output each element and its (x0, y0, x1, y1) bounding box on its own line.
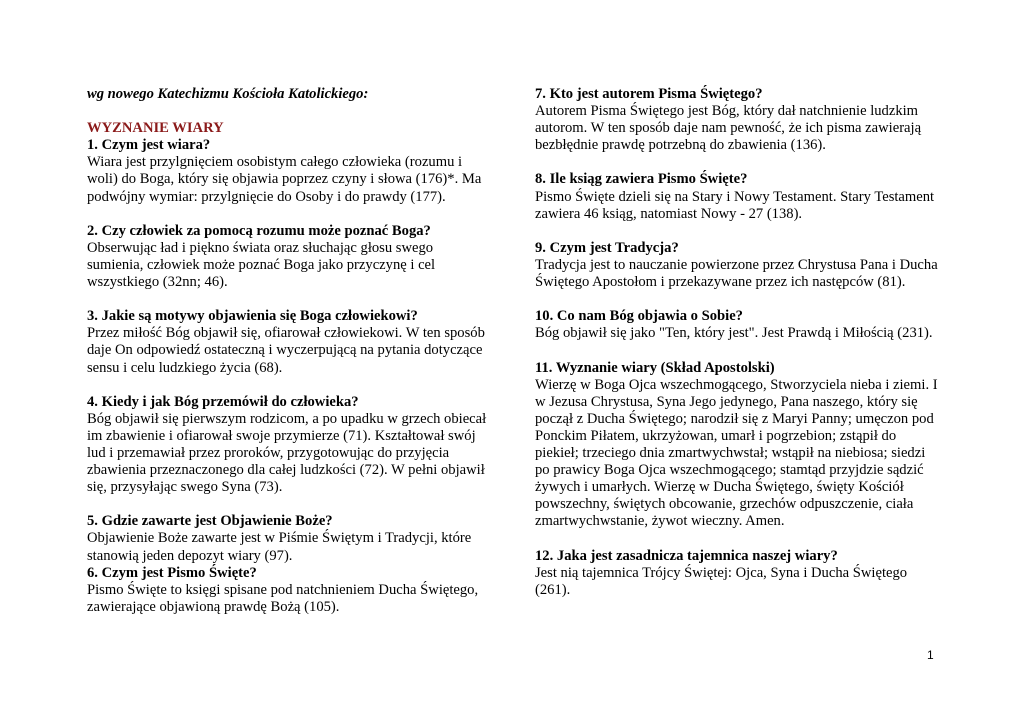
spacer (87, 496, 487, 513)
catechism-item (87, 308, 487, 376)
answer-line: zbawienia przeznaczonego dla całej ludzkości (72). W pełni objawił (87, 462, 485, 479)
spacer (535, 530, 945, 547)
answer-line: począł z Ducha Świętego; narodził się z Maryi Panny; umęczon pod (535, 410, 934, 427)
spacer (87, 377, 487, 394)
answer-line: Wierzę w Boga Ojca wszechmogącego, Stworzyciela nieba i ziemi. I (535, 376, 938, 393)
answer-line: Jest nią tajemnica Trójcy Świętej: Ojca, Syna i Ducha Świętego (535, 564, 908, 581)
answer-line: piekieł; trzeciego dnia zmartwychwstał; wstąpił na niebiosa; siedzi (535, 444, 926, 461)
section-title: WYZNANIE WIARY (87, 120, 224, 137)
answer-line: Wiara jest przylgnięciem osobistym całego człowieka (rozumu i (87, 154, 463, 171)
spacer (535, 342, 945, 359)
answer-line: zawierające objawioną prawdę Bożą (105). (87, 598, 340, 615)
left-column (87, 86, 487, 616)
question-heading: 9. Czym jest Tradycja? (535, 239, 679, 256)
answer-line: lud i przemawiał przez proroków, przygotowując do przyjęcia (87, 444, 450, 461)
answer-line: woli) do Boga, który się objawia poprzez czyny i słowa (176)*. Ma (87, 171, 482, 188)
document-subtitle: wg nowego Katechizmu Kościoła Katolickiego: (87, 86, 369, 102)
answer-line: Autorem Pisma Świętego jest Bóg, który dał natchnienie ludzkim (535, 103, 919, 120)
answer-line: po prawicy Boga Ojca wszechmogącego; stamtąd przyjdzie sądzić (535, 462, 924, 479)
answer-line: Pismo Święte to księgi spisane pod natchnieniem Ducha Świętego, (87, 581, 479, 598)
answer-line: w Jezusa Chrystusa, Syna Jego jedynego, Pana naszego, który się (535, 393, 918, 410)
answer-line: im zbawienie i ofiarował swoje przymierze (71). Kształtował swój (87, 427, 476, 444)
answer-line: żywych i umarłych. Wierzę w Ducha Świętego, święty Kościół (535, 479, 904, 496)
answer-line: Objawienie Boże zawarte jest w Piśmie Świętym i Tradycji, które (87, 530, 472, 547)
answer-line: Bóg objawił się pierwszym rodzicom, a po upadku w grzech obiecał (87, 410, 487, 427)
answer-line: wszystkiego (32nn; 46). (87, 274, 228, 291)
answer-line: Bóg objawił się jako "Ten, który jest". Jest Prawdą i Miłością (231). (535, 325, 933, 342)
question-heading: 10. Co nam Bóg objawia o Sobie? (535, 308, 743, 325)
answer-line: Świętego Apostołom i przekazywane przez ich następców (81). (535, 274, 906, 291)
answer-line: się, przysyłając swego Syna (73). (87, 479, 283, 496)
answer-line: sumienia, człowiek może poznać Boga jako przyczynę i cel (87, 256, 436, 273)
question-heading: 12. Jaka jest zasadnicza tajemnica naszej wiary? (535, 547, 838, 564)
answer-line: daje On odpowiedź ostateczną i wyczerpującą na pytania dotyczące (87, 342, 483, 359)
question-heading: 8. Ile ksiąg zawiera Pismo Święte? (535, 171, 748, 188)
catechism-item (87, 137, 487, 205)
answer-line: sensu i celu ludzkiego życia (68). (87, 359, 283, 376)
spacer (87, 291, 487, 308)
answer-line: zawiera 46 ksiąg, natomiast Nowy - 27 (138). (535, 205, 803, 222)
catechism-item (535, 360, 945, 531)
spacer (87, 206, 487, 223)
question-heading: 3. Jakie są motywy objawienia się Boga człowiekowi? (87, 308, 418, 325)
question-heading: 4. Kiedy i jak Bóg przemówił do człowieka? (87, 393, 359, 410)
spacer (535, 223, 945, 240)
question-heading: 2. Czy człowiek za pomocą rozumu może poznać Boga? (87, 222, 431, 239)
catechism-item (535, 171, 945, 222)
catechism-item (87, 513, 487, 564)
answer-line: stanowią jeden depozyt wiary (97). (87, 547, 293, 564)
catechism-item (535, 86, 945, 154)
spacer (535, 154, 945, 171)
answer-line: autorom. W ten sposób daje nam pewność, że ich pisma zawierają (535, 120, 922, 137)
question-heading: 1. Czym jest wiara? (87, 137, 211, 154)
answer-line: Przez miłość Bóg objawił się, ofiarował człowiekowi. W ten sposób (87, 325, 485, 342)
question-heading: 5. Gdzie zawarte jest Objawienie Boże? (87, 513, 333, 530)
question-heading: 7. Kto jest autorem Pisma Świętego? (535, 86, 763, 102)
catechism-item (535, 548, 945, 599)
answer-line: powszechny, świętych obcowanie, grzechów odpuszczenie, ciała (535, 496, 914, 513)
catechism-item (87, 394, 487, 497)
answer-line: (261). (535, 581, 571, 598)
catechism-item (87, 565, 487, 616)
answer-line: zmartwychwstanie, żywot wieczny. Amen. (535, 513, 785, 530)
spacer (535, 291, 945, 308)
answer-line: bezbłędnie prawdę potrzebną do zbawienia (136). (535, 137, 826, 154)
page-number: 1 (927, 648, 934, 662)
spacer (87, 103, 487, 120)
answer-line: Obserwując ład i piękno świata oraz słuchając głosu swego (87, 239, 434, 256)
question-heading: 6. Czym jest Pismo Święte? (87, 564, 257, 581)
catechism-item (87, 223, 487, 291)
answer-line: Pismo Święte dzieli się na Stary i Nowy Testament. Stary Testament (535, 188, 935, 205)
answer-line: podwójny wymiar: przylgnięcie do Osoby i do prawdy (177). (87, 188, 446, 205)
right-column (535, 86, 945, 599)
answer-line: Ponckim Piłatem, ukrzyżowan, umarł i pogrzebion; zstąpił do (535, 427, 897, 444)
answer-line: Tradycja jest to nauczanie powierzone przez Chrystusa Pana i Ducha (535, 256, 938, 273)
catechism-item (535, 308, 945, 342)
question-heading: 11. Wyznanie wiary (Skład Apostolski) (535, 359, 775, 376)
catechism-item (535, 240, 945, 291)
